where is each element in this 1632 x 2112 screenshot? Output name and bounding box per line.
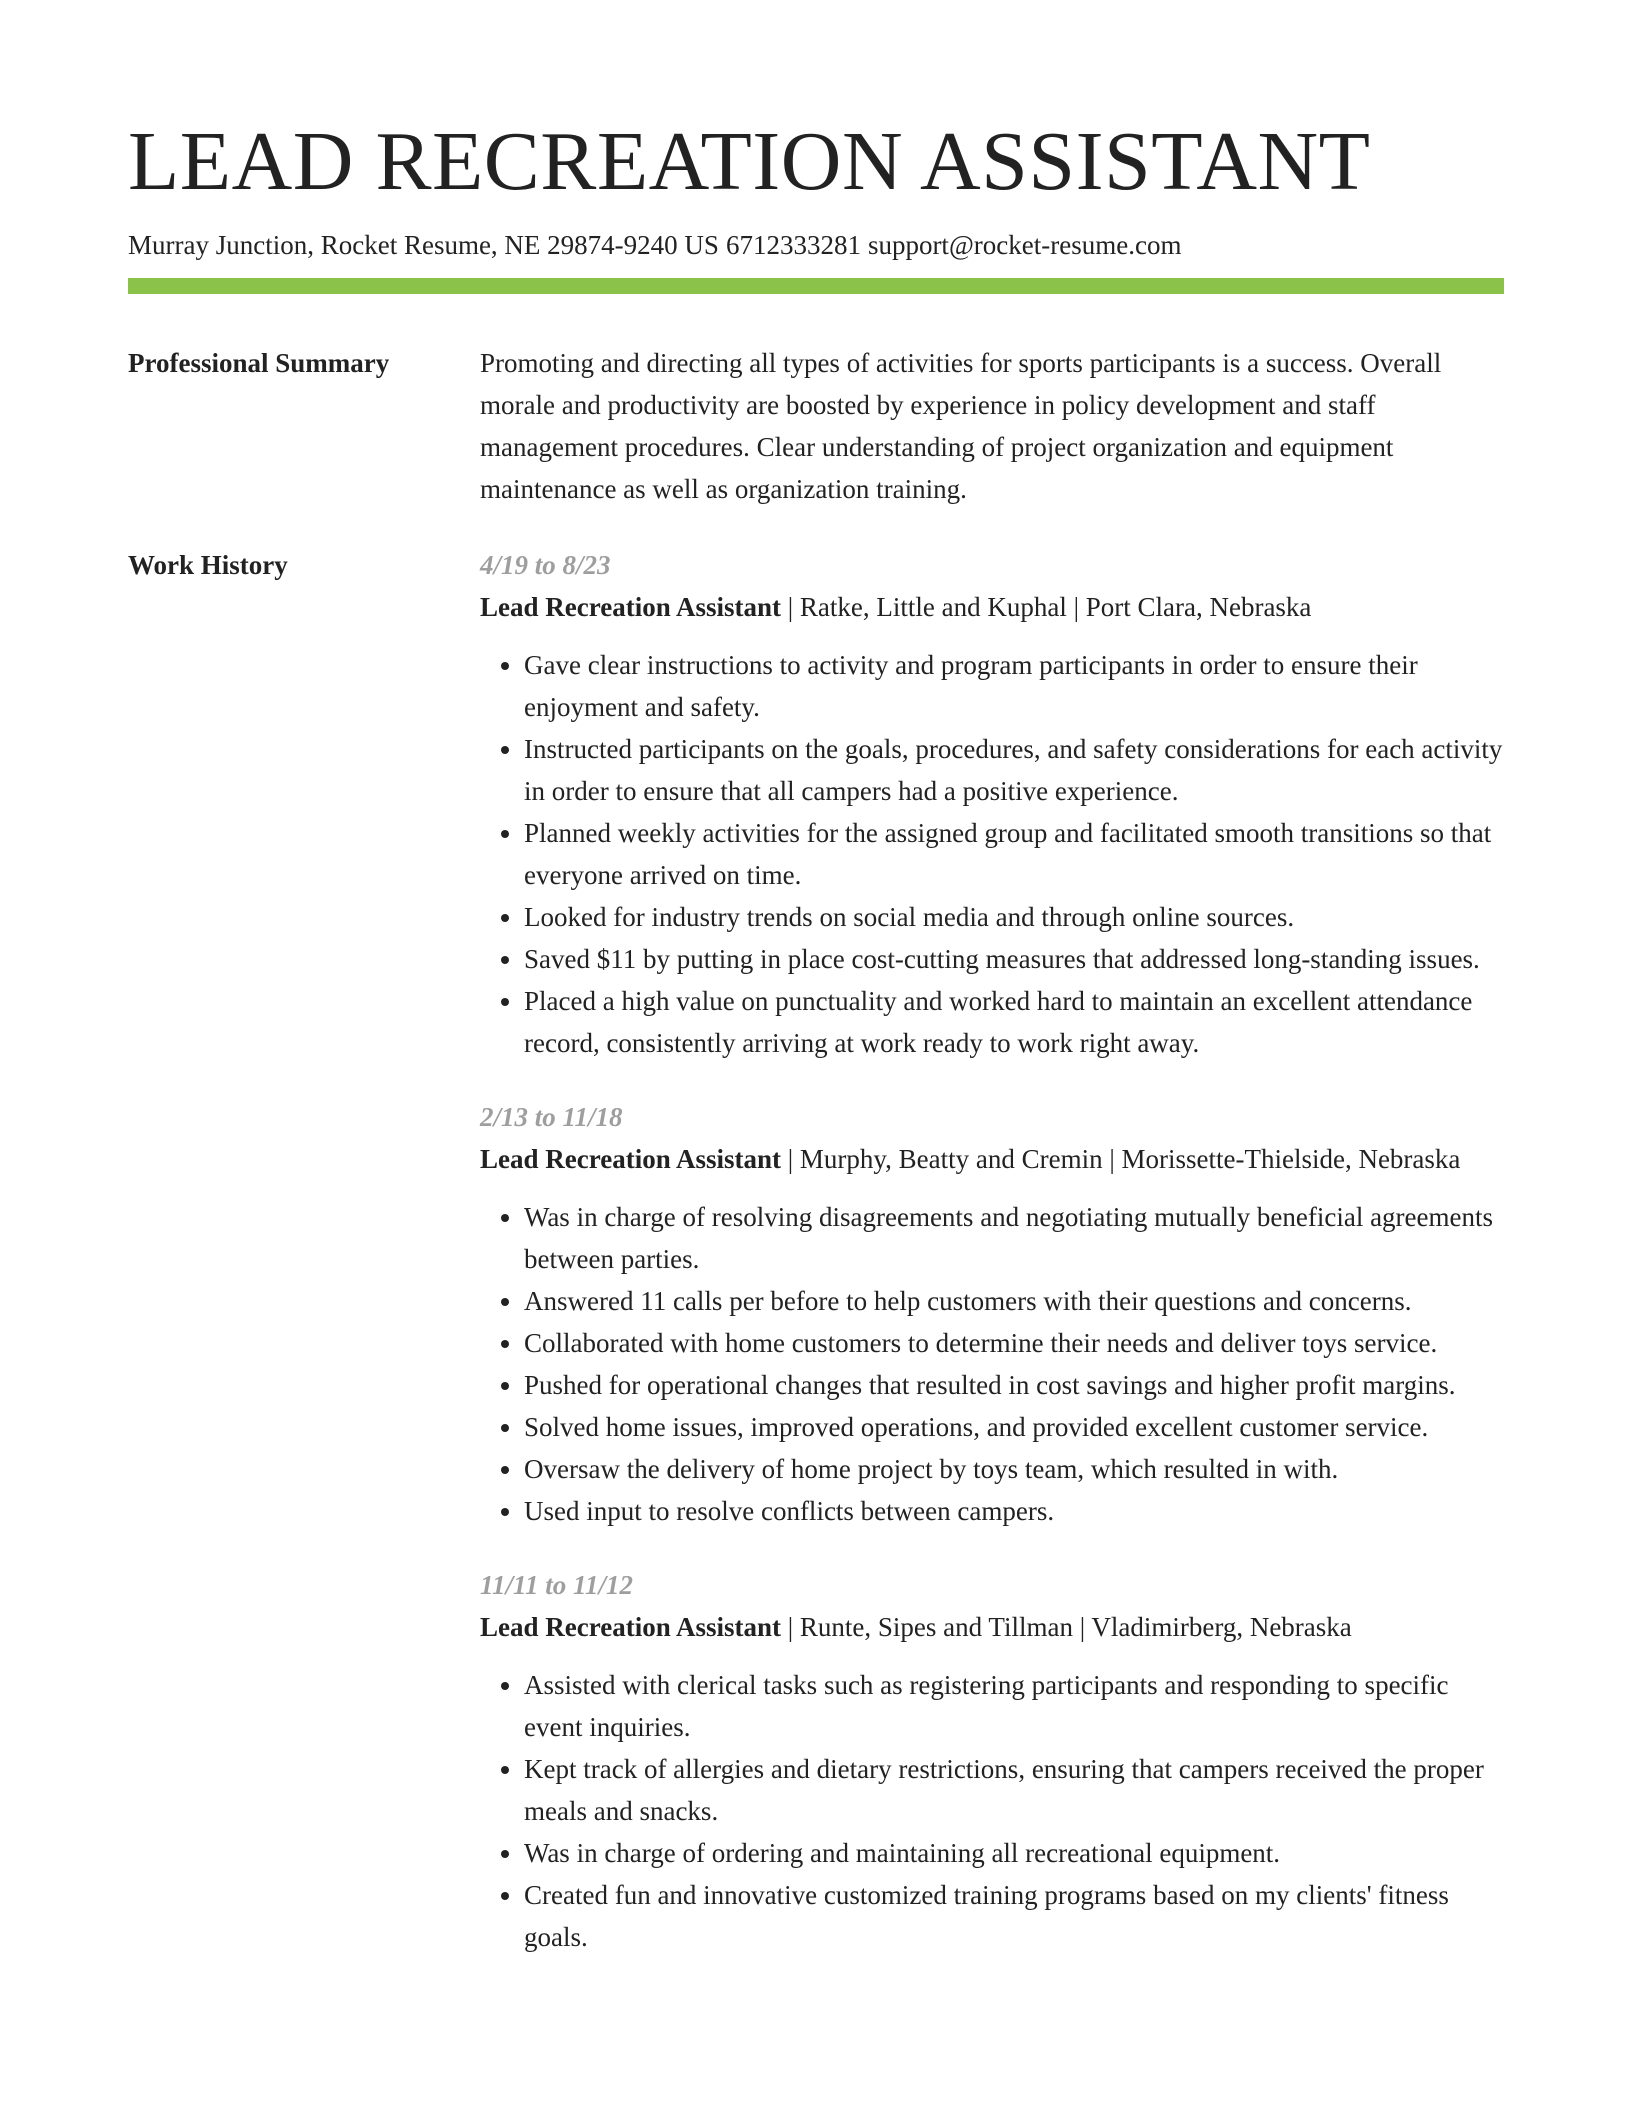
list-item: • Placed a high value on punctuality and worked hard to maintain an excellent attendance record, consistently arriving at work ready to work right away. [524,980,1504,1064]
list-item: • Collaborated with home customers to determine their needs and deliver toys service. [524,1322,1504,1364]
list-item: • Used input to resolve conflicts between campers. [524,1490,1504,1532]
contact-address: Murray Junction, Rocket Resume, NE 29874-9240 US [128,230,719,261]
job-employer: | Runte, Sipes and Tillman | Vladimirberg, Nebraska [781,1612,1352,1643]
job-dates: 2/13 to 11/18 [480,1102,623,1133]
contact-line [128,228,1504,263]
list-item: • Assisted with clerical tasks such as registering participants and responding to specific event inquiries. [524,1664,1504,1748]
section-work-history [128,544,1504,1990]
section-label-work-history: Work History [128,550,288,581]
job-dates: 11/11 to 11/12 [480,1570,634,1601]
contact-email: support@rocket-resume.com [867,230,1182,261]
list-item: • Was in charge of resolving disagreements and negotiating mutually beneficial agreements between parties. [524,1196,1504,1280]
job-duties-list [480,644,1504,1064]
contact-phone: 6712333281 [725,230,861,261]
list-item: • Looked for industry trends on social media and through online sources. [524,896,1504,938]
list-item: • Saved $11 by putting in place cost-cutting measures that addressed long-standing issues. [524,938,1504,980]
job-duties-list [480,1196,1504,1532]
job-title: Lead Recreation Assistant [480,1144,781,1175]
page-title: LEAD RECREATION ASSISTANT [128,115,1371,208]
list-item: • Was in charge of ordering and maintaining all recreational equipment. [524,1832,1504,1874]
job-entry [480,1096,1504,1532]
summary-content [480,342,1504,510]
section-summary [128,342,1504,510]
summary-text: Promoting and directing all types of activities for sports participants is a success. Overall morale and productivity are boosted by experience in policy development and staff management procedures. Clear understanding of project organization and equipment maintenance as well as organization training. [480,348,1442,505]
job-employer: | Ratke, Little and Kuphal | Port Clara, Nebraska [781,592,1312,623]
job-heading [480,1138,1504,1180]
job-dates: 4/19 to 8/23 [480,550,611,581]
job-title: Lead Recreation Assistant [480,592,781,623]
list-item: • Planned weekly activities for the assigned group and facilitated smooth transitions so that everyone arrived on time. [524,812,1504,896]
work-history-content [480,544,1504,1990]
list-item: • Gave clear instructions to activity and program participants in order to ensure their enjoyment and safety. [524,644,1504,728]
job-entry [480,1564,1504,1958]
list-item: • Solved home issues, improved operations, and provided excellent customer service. [524,1406,1504,1448]
list-item: • Kept track of allergies and dietary restrictions, ensuring that campers received the proper meals and snacks. [524,1748,1504,1832]
list-item: • Instructed participants on the goals, procedures, and safety considerations for each activity in order to ensure that all campers had a positive experience. [524,728,1504,812]
job-title: Lead Recreation Assistant [480,1612,781,1643]
list-item: • Pushed for operational changes that resulted in cost savings and higher profit margins. [524,1364,1504,1406]
list-item: • Answered 11 calls per before to help customers with their questions and concerns. [524,1280,1504,1322]
header-divider [128,278,1504,294]
job-entry [480,544,1504,1064]
job-heading [480,1606,1504,1648]
job-heading [480,586,1504,628]
list-item: • Oversaw the delivery of home project by toys team, which resulted in with. [524,1448,1504,1490]
section-label-summary: Professional Summary [128,348,390,379]
job-duties-list [480,1664,1504,1958]
list-item: • Created fun and innovative customized training programs based on my clients' fitness goals. [524,1874,1504,1958]
job-employer: | Murphy, Beatty and Cremin | Morissette-Thielside, Nebraska [781,1144,1461,1175]
